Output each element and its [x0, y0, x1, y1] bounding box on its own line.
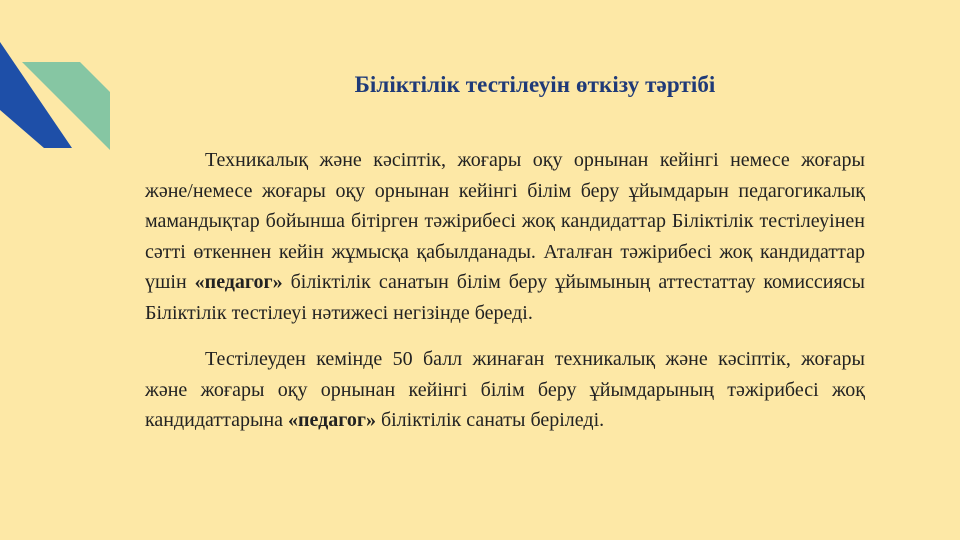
paragraph-2-text-end: біліктілік санаты беріледі.	[375, 409, 605, 431]
paragraph-2-bold-term: «педагог»	[288, 409, 376, 431]
paragraph-2-text-start: Тестілеуден кемінде 50 балл жинаған техникалық және кәсіптік, жоғары және жоғары оқу орнынан кейінгі білім беру ұйымдарының тәжірибесі жоқ кандидаттарына	[145, 348, 865, 431]
paragraph-2	[145, 344, 865, 436]
paragraph-1-text-start: Техникалық және кәсіптік, жоғары оқу орнынан кейінгі немесе жоғары және/немесе жоғары оқу орнынан кейінгі білім беру ұйымдарын педагогикалық мамандықтар бойынша бітірген тәжірибесі жоқ кандидаттар Біліктілік тестілеуінен сәтті өткеннен кейін жұмысқа қабылданады. Аталған тәжірибесі жоқ кандидаттар үшін	[145, 149, 865, 293]
slide-body	[145, 145, 865, 436]
paragraph-1-bold-term: «педагог»	[194, 271, 283, 293]
slide-title: Біліктілік тестілеуін өткізу тәртібі	[354, 72, 716, 97]
paragraph-1	[145, 145, 865, 328]
paragraph-1-text-end: біліктілік санатын білім беру ұйымының аттестаттау комиссиясы Біліктілік тестілеуі нәтижесі негізінде береді.	[145, 271, 865, 324]
